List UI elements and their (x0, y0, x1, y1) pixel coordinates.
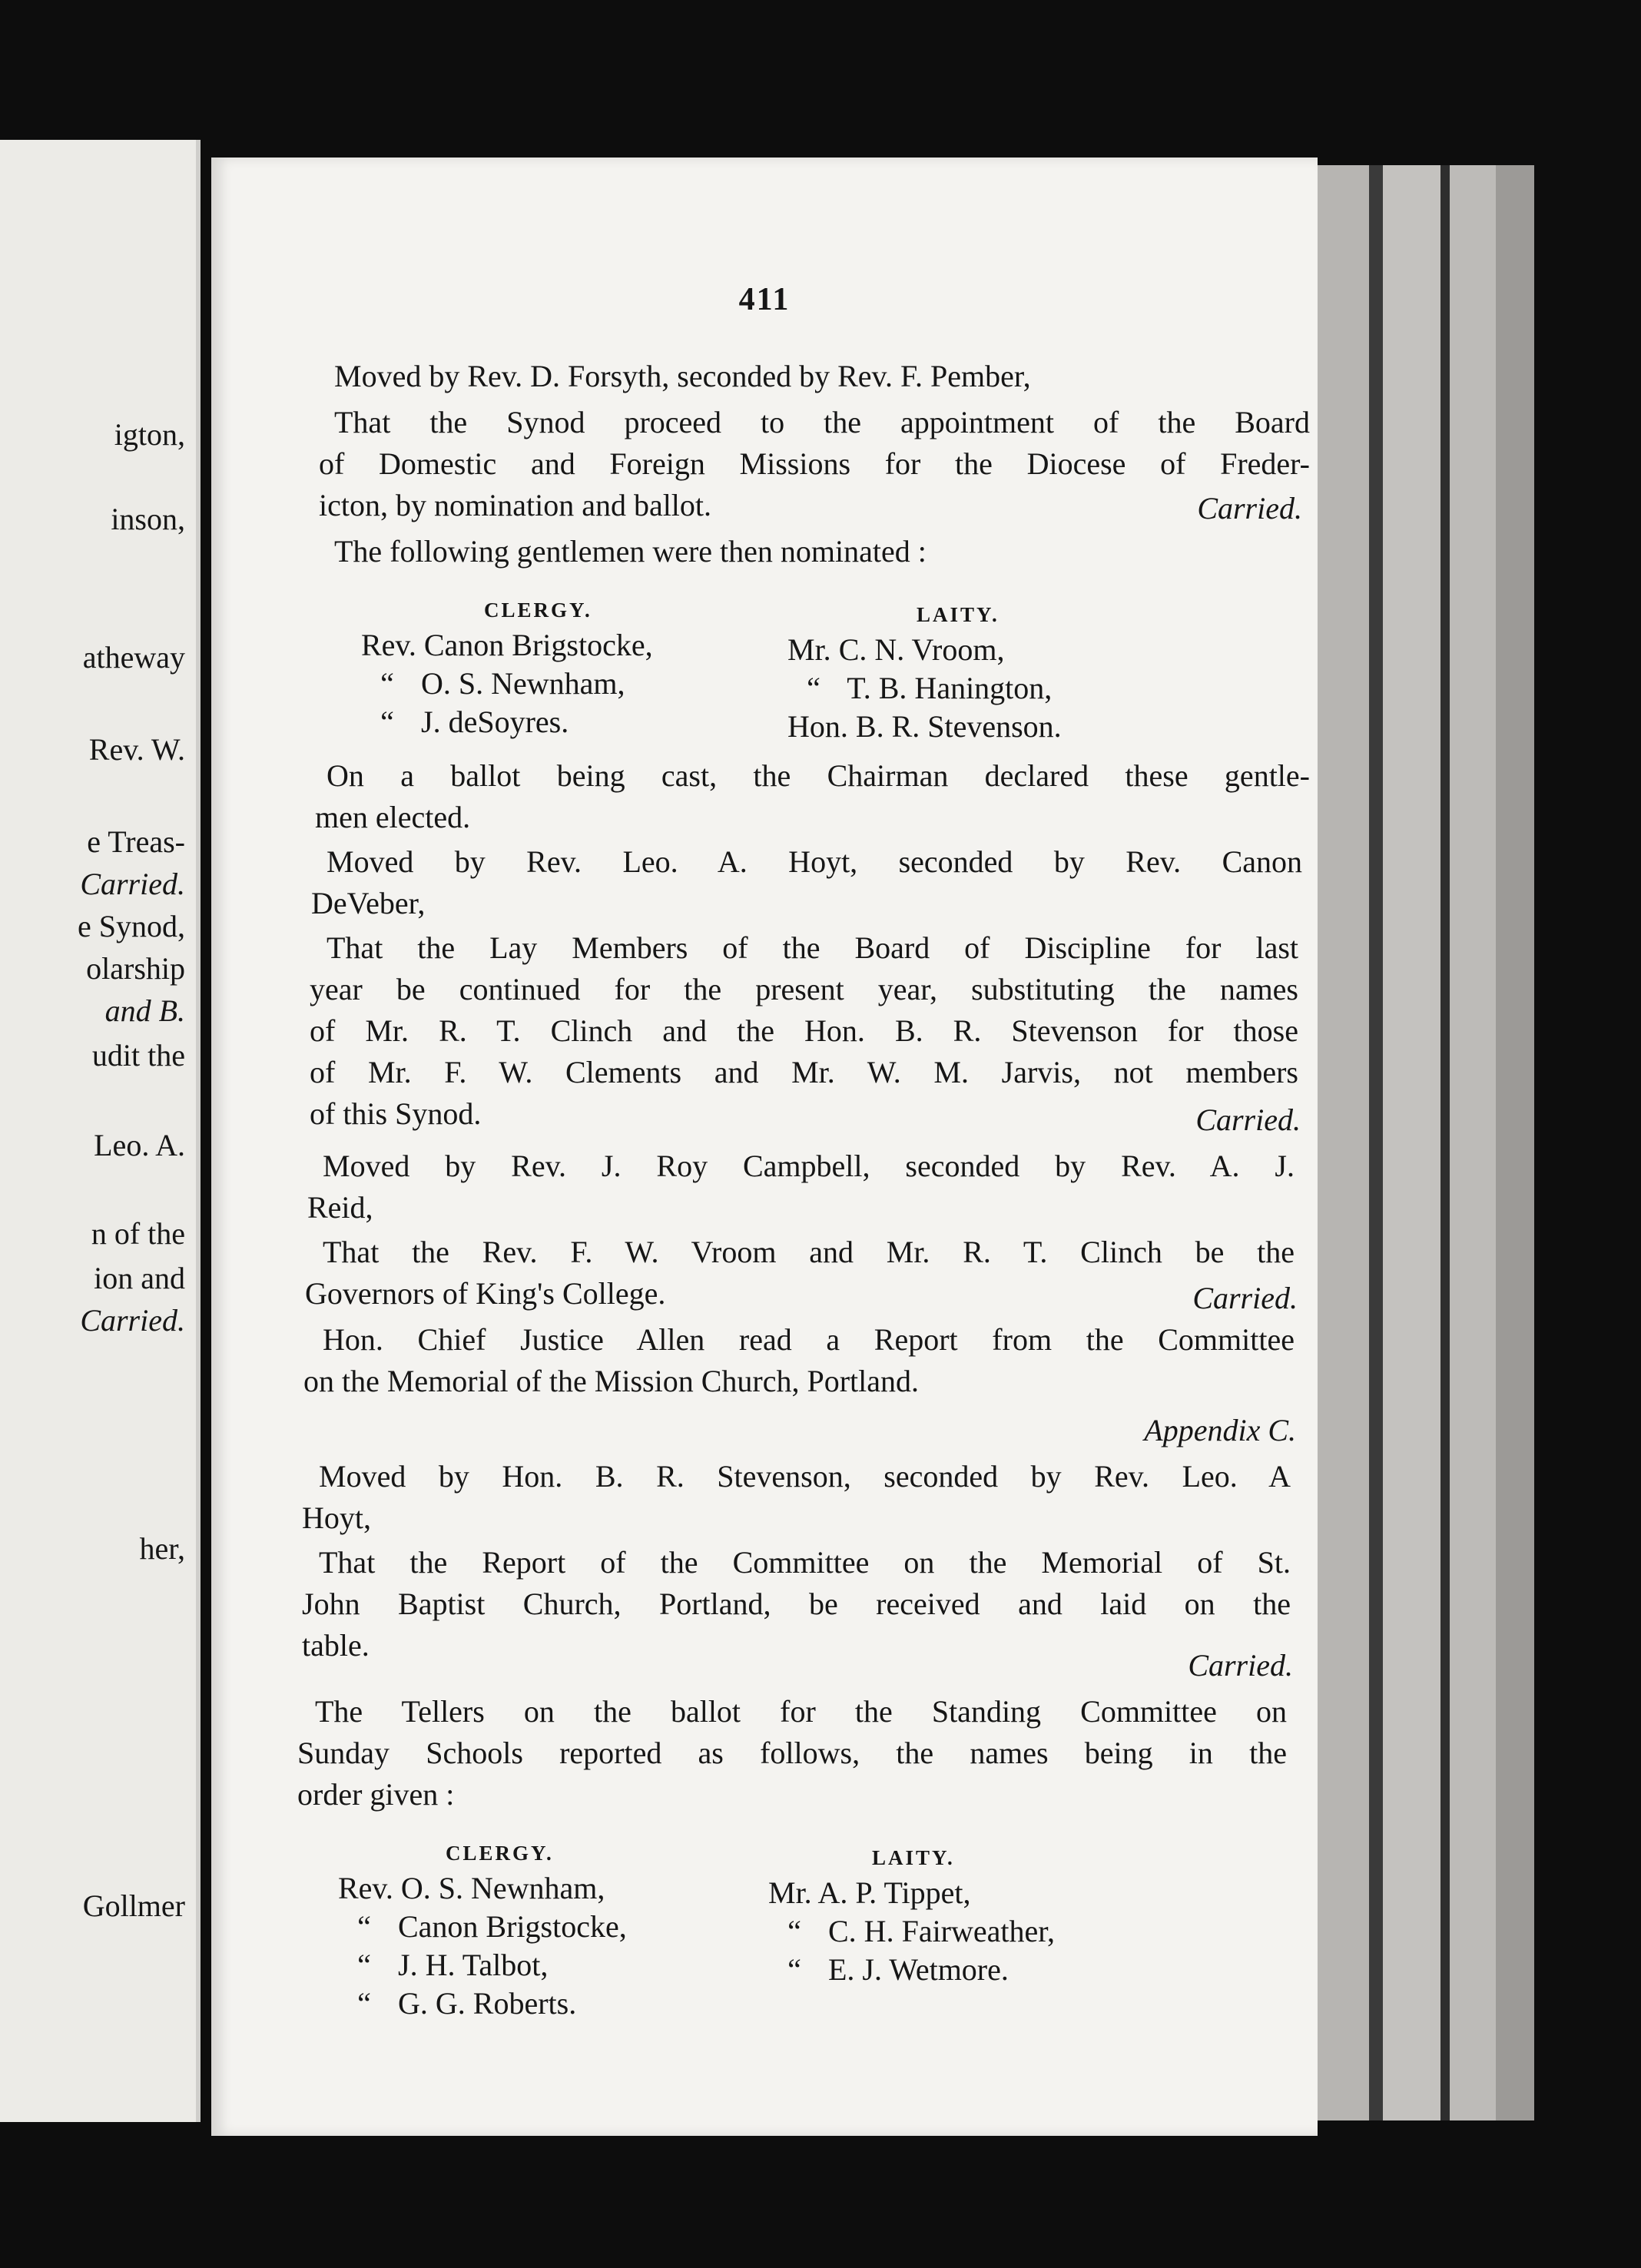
paragraph-line: Reid, (307, 1190, 373, 1225)
left-page-fragment: her, (139, 1531, 185, 1566)
laity-heading: LAITY. (872, 1846, 955, 1869)
left-page-fragment: Carried. (80, 1303, 185, 1338)
carried-label: Carried. (1197, 491, 1302, 526)
paragraph-line: Moved by Rev. J. Roy Campbell, seconded by Rev. A. J. (323, 1149, 1295, 1183)
clergy-entry (338, 1906, 627, 1948)
clergy-heading: CLERGY. (484, 598, 592, 622)
page-edge (1496, 165, 1534, 2120)
person-name: J. deSoyres. (421, 705, 569, 739)
ditto-mark: “ (357, 1909, 371, 1944)
person-name: O. S. Newnham, (421, 666, 625, 701)
laity-entry (787, 668, 1052, 709)
laity-heading: LAITY. (917, 603, 1000, 626)
laity-entry (787, 706, 1062, 748)
ditto-mark: “ (787, 1952, 801, 1987)
paragraph-line: The Tellers on the ballot for the Standing Committee on (315, 1694, 1287, 1729)
person-name: Canon Brigstocke, (423, 628, 653, 662)
left-page-fragment: e Synod, (78, 909, 185, 943)
paragraph-line: The following gentlemen were then nominated : (334, 534, 927, 569)
title-prefix: Mr. (768, 1875, 812, 1910)
paragraph-line: Sunday Schools reported as follows, the names being in the (297, 1736, 1287, 1770)
page-edge (1440, 165, 1450, 2120)
appendix-reference: Appendix C. (1144, 1413, 1296, 1447)
person-name: B. R. Stevenson. (855, 709, 1062, 744)
clergy-entry (338, 1945, 548, 1986)
page-content (211, 158, 1318, 2136)
paragraph-line: Governors of King's College. (305, 1276, 666, 1311)
person-name: C. H. Fairweather, (828, 1914, 1055, 1948)
left-page-fragment: ion and (94, 1261, 185, 1295)
paragraph-line: DeVeber, (311, 886, 426, 920)
paragraph-line: table. (302, 1628, 370, 1663)
paragraph-line: That the Report of the Committee on the Memorial of St. (319, 1545, 1291, 1580)
clergy-entry (338, 1868, 605, 1909)
paragraph-line: Hon. Chief Justice Allen read a Report from the Committee (323, 1322, 1295, 1357)
paragraph-line: icton, by nomination and ballot. (319, 488, 712, 522)
person-name: T. B. Hanington, (847, 671, 1053, 705)
person-name: A. P. Tippet, (817, 1875, 971, 1910)
paragraph-line: John Baptist Church, Portland, be received and laid on the (302, 1587, 1291, 1621)
person-name: E. J. Wetmore. (828, 1952, 1009, 1987)
paragraph-line: order given : (297, 1777, 455, 1812)
left-page-fragment: e Treas- (87, 824, 185, 859)
clergy-entry (361, 663, 625, 705)
carried-label: Carried. (1195, 1102, 1301, 1137)
paragraph-line: of Mr. R. T. Clinch and the Hon. B. R. Stevenson for those (310, 1013, 1298, 1048)
paragraph-line: Moved by Hon. B. R. Stevenson, seconded by Rev. Leo. A (319, 1459, 1291, 1494)
person-name: C. N. Vroom, (838, 632, 1005, 667)
right-page (211, 158, 1318, 2136)
paragraph-line: of this Synod. (310, 1096, 482, 1131)
clergy-heading: CLERGY. (446, 1842, 554, 1865)
ditto-mark: “ (357, 1986, 371, 2021)
left-page-fragment: n of the (91, 1216, 185, 1251)
page-number: 411 (738, 282, 791, 317)
clergy-entry (361, 701, 569, 743)
page-edge (1315, 165, 1369, 2120)
ditto-mark: “ (787, 1914, 801, 1948)
title-prefix: Rev. (338, 1871, 393, 1905)
laity-entry (768, 1911, 1055, 1952)
ditto-mark: “ (807, 671, 820, 705)
paragraph-line: year be continued for the present year, substituting the names (310, 972, 1298, 1006)
paragraph-line: That the Lay Members of the Board of Discipline for last (327, 930, 1298, 965)
title-prefix: Mr. (787, 632, 831, 667)
paragraph-line: Moved by Rev. Leo. A. Hoyt, seconded by Rev. Canon (327, 844, 1302, 879)
person-name: Canon Brigstocke, (398, 1909, 627, 1944)
left-page-fragment: inson, (111, 502, 185, 536)
title-prefix: Rev. (361, 628, 416, 662)
person-name: G. G. Roberts. (398, 1986, 577, 2021)
paragraph-line: of Mr. F. W. Clements and Mr. W. M. Jarvis, not members (310, 1055, 1298, 1089)
carried-label: Carried. (1188, 1648, 1293, 1683)
paragraph-line: That the Synod proceed to the appointment of the Board (334, 405, 1310, 439)
page-edge (1383, 165, 1440, 2120)
left-page-fragment: udit the (91, 1038, 185, 1073)
left-page-fragment: atheway (82, 640, 185, 675)
ditto-mark: “ (357, 1948, 371, 1982)
paragraph-line: Hoyt, (302, 1500, 371, 1535)
clergy-entry (338, 1983, 576, 2024)
ditto-mark: “ (380, 666, 394, 701)
left-page-fragment: Gollmer (82, 1888, 185, 1923)
paragraph-line: That the Rev. F. W. Vroom and Mr. R. T. Clinch be the (323, 1235, 1295, 1269)
clergy-entry (361, 625, 653, 666)
left-page-fragment: Rev. W. (88, 732, 185, 767)
page-edge (1369, 165, 1383, 2120)
page-edge (1450, 165, 1496, 2120)
laity-entry (768, 1949, 1009, 1991)
left-page-fragment: Leo. A. (94, 1128, 185, 1162)
paragraph-line: On a ballot being cast, the Chairman declared these gentle- (327, 758, 1310, 793)
left-facing-page (0, 140, 201, 2122)
paragraph-line: men elected. (315, 800, 471, 834)
left-page-fragment: and B. (104, 993, 185, 1028)
paragraph-line: Moved by Rev. D. Forsyth, seconded by Rev. F. Pember, (334, 359, 1031, 393)
laity-entry (787, 629, 1004, 671)
left-page-fragment: igton, (114, 417, 185, 452)
ditto-mark: “ (380, 705, 394, 739)
person-name: J. H. Talbot, (398, 1948, 549, 1982)
laity-entry (768, 1872, 970, 1914)
person-name: O. S. Newnham, (400, 1871, 605, 1905)
title-prefix: Hon. (787, 709, 848, 744)
carried-label: Carried. (1192, 1281, 1298, 1315)
paragraph-line: on the Memorial of the Mission Church, Portland. (303, 1364, 920, 1398)
left-page-fragment: olarship (86, 951, 185, 986)
left-page-fragment: Carried. (80, 867, 185, 901)
paragraph-line: of Domestic and Foreign Missions for the Diocese of Freder- (319, 446, 1310, 481)
